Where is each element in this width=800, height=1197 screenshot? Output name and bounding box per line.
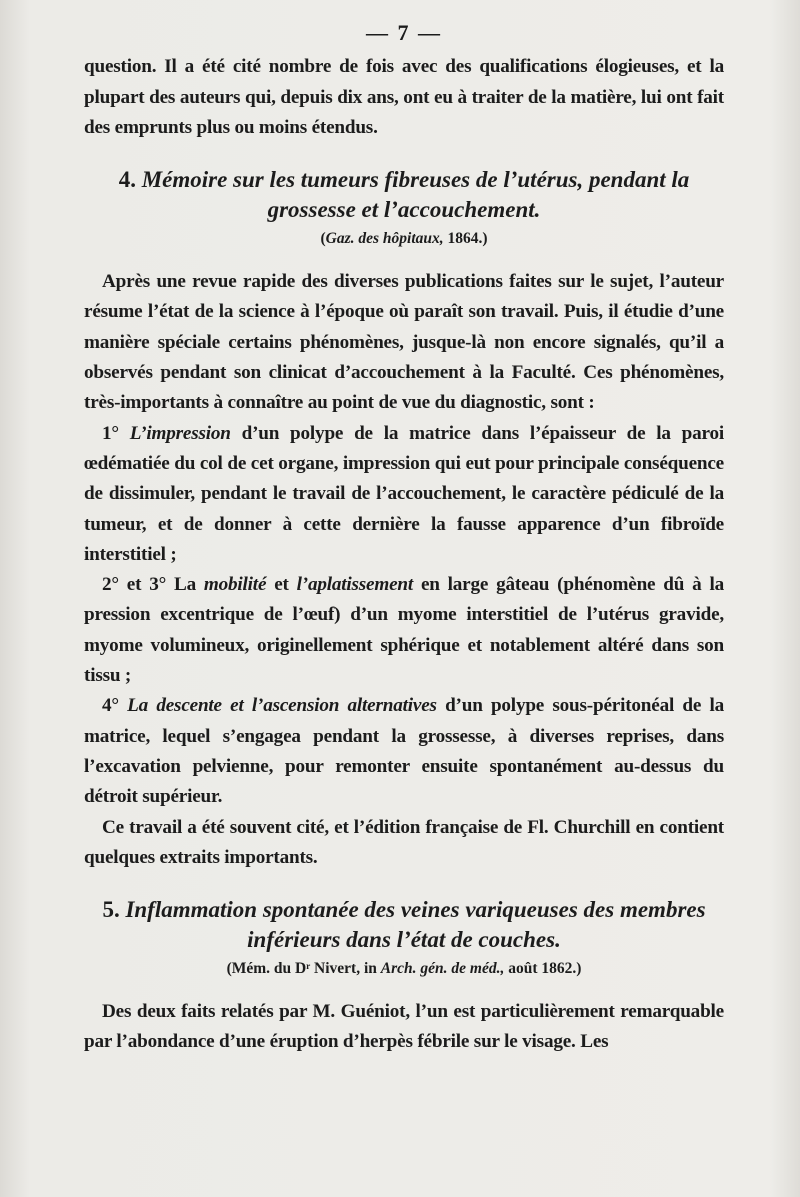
page-content [84, 18, 724, 1058]
section-4-heading [84, 165, 724, 225]
section-4-source: (Gaz. des hôpitaux, 1864.) [320, 230, 488, 248]
item-2-conjunction: et [274, 574, 289, 596]
item-1-number: 1° [102, 422, 119, 444]
item-4-number: 4° [102, 695, 119, 717]
section-5-number: 5. [102, 897, 120, 923]
item-1-emphasis: L’impression [129, 422, 231, 444]
section-5-source-author: Mém. du Dʳ Nivert, in [231, 960, 377, 978]
section-5-source-journal: Arch. gén. de méd., [380, 960, 505, 978]
item-4-text: d’un polype sous-péritonéal de la matrice, lequel s’engagea pendant la grossesse, à diverses reprises, dans l’excavation pelvienne, pour remonter ensuite spontanément au-dessus du détroit supérieur. [84, 695, 724, 808]
section-4-source-year: 1864. [447, 230, 483, 248]
item-2-emphasis-1: mobilité [203, 574, 267, 596]
section-4-item-2 [84, 570, 724, 691]
item-4-emphasis: La descente et l’ascension alternatives [127, 695, 437, 717]
section-5-source: (Mém. du Dʳ Nivert, in Arch. gén. de méd., août 1862.) [226, 960, 582, 978]
section-4-paragraph: Après une revue rapide des diverses publications faites sur le sujet, l’auteur résume l’état de la science à l’époque où paraît son travail. Puis, il étudie d’une manière spéciale certains phénomènes, jusque-là non encore signalés, qu’il a observés pendant son clinicat d’accouchement à la Faculté. Ces phénomènes, très-importants à connaître au point de vue du diagnostic, sont : [84, 271, 724, 414]
section-4-item-4 [84, 691, 724, 812]
item-2-number: 2° et 3° La [102, 574, 196, 596]
section-4-title: Mémoire sur les tumeurs fibreuses de l’utérus, pendant la grossesse et l’accouchement. [141, 167, 690, 223]
section-4-closing: Ce travail a été souvent cité, et l’édition française de Fl. Churchill en contient quelques extraits importants. [84, 816, 724, 868]
section-5-paragraph: Des deux faits relatés par M. Guéniot, l’un est particulièrement remarquable par l’abondance d’une éruption d’herpès fébrile sur le visage. Les [84, 1001, 724, 1053]
section-4-number: 4. [118, 167, 136, 193]
page-number: — 7 — [366, 20, 442, 45]
item-2-emphasis-2: l’aplatissement [296, 574, 414, 596]
item-1-text: d’un polype de la matrice dans l’épaisseur de la paroi œdématiée du col de cet organe, impression qui eut pour principale conséquence de dissimuler, pendant le travail de l’accouchement, le caractère pédiculé de la tumeur, et de donner à cette dernière la fausse apparence d’un fibroïde interstitiel ; [84, 422, 724, 565]
section-5-source-date: août 1862. [508, 960, 577, 978]
section-4-source-journal: Gaz. des hôpitaux, [325, 230, 444, 248]
item-2-text: en large gâteau (phénomène dû à la pression excentrique de l’œuf) d’un myome interstitiel de l’utérus gravide, myome volumineux, originellement sphérique et notablement altéré dans son tissu ; [84, 574, 724, 687]
intro-paragraph: question. Il a été cité nombre de fois avec des qualifications élogieuses, et la plupart des auteurs qui, depuis dix ans, ont eu à traiter de la matière, lui ont fait des emprunts plus ou moins étendus. [84, 56, 724, 138]
section-4-item-1 [84, 419, 724, 570]
section-5-title: Inflammation spontanée des veines variqueuses des membres inférieurs dans l’état de couches. [125, 897, 706, 953]
section-5-heading [84, 895, 724, 955]
